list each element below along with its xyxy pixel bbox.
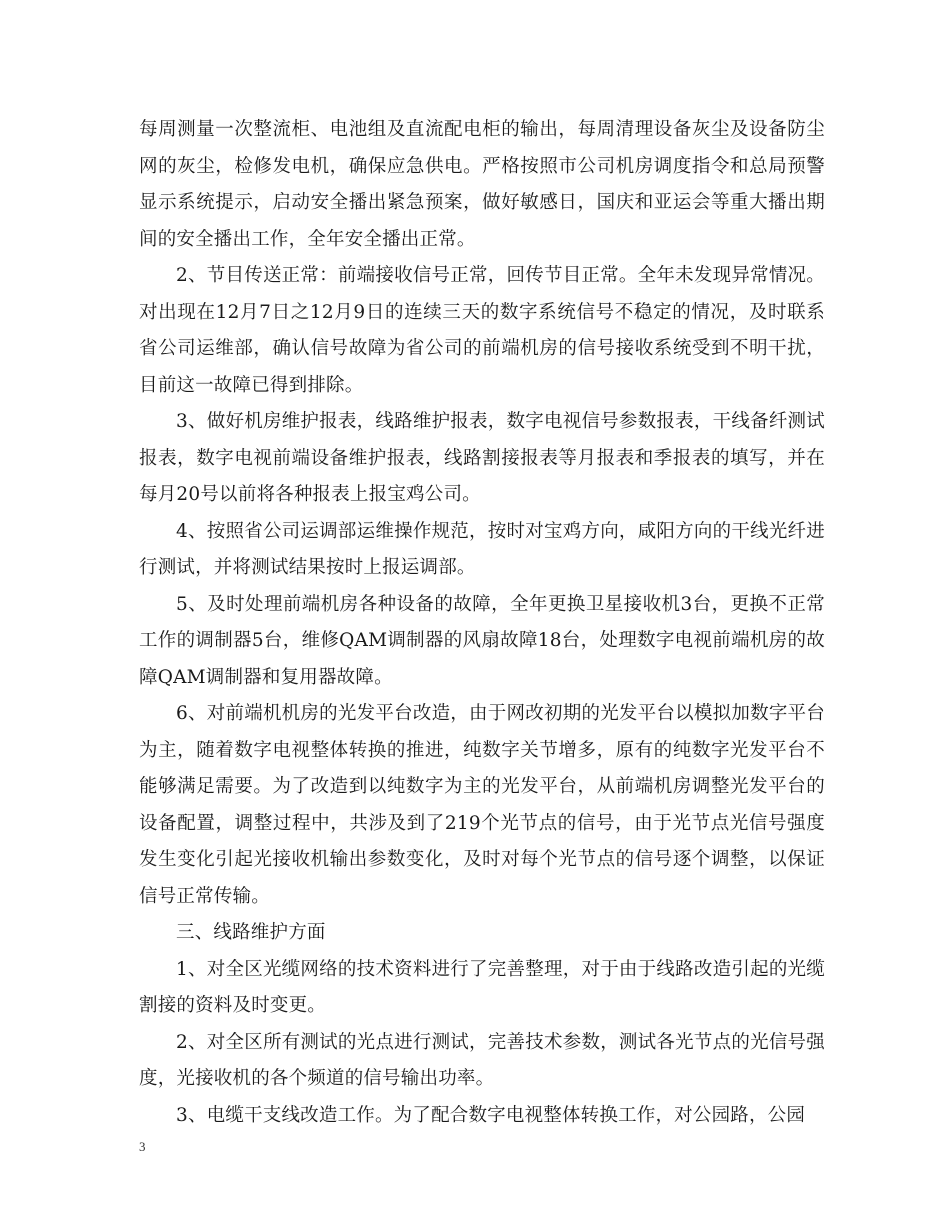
paragraph-item-2: 2、节目传送正常：前端接收信号正常，回传节目正常。全年未发现异常情况。对出现在12月7日之12月9日的连续三天的数字系统信号不稳定的情况，及时联系省公司运维部，确认信号故障为省公司的前端机房的信号接收系统受到不明干扰，目前这一故障已得到排除。 [139, 265, 825, 396]
paragraph-line-3: 3、电缆干支线改造工作。为了配合数字电视整体转换工作，对公园路，公园 [176, 1104, 806, 1126]
paragraph-item-4: 4、按照省公司运调部运维操作规范，按时对宝鸡方向，咸阳方向的干线光纤进行测试，并将测试结果按时上报运调部。 [139, 520, 825, 578]
paragraph-item-6: 6、对前端机机房的光发平台改造，由于网改初期的光发平台以模拟加数字平台为主，随着数字电视整体转换的推进，纯数字关节增多，原有的纯数字光发平台不能够满足需要。为了改造到以纯数字为主的光发平台，从前端机房调整光发平台的设备配置，调整过程中，共涉及到了219个光节点的信号，由于光节点光信号强度发生变化引起光接收机输出参数变化，及时对每个光节点的信号逐个调整，以保证信号正常传输。 [139, 703, 825, 907]
paragraph-line-1: 1、对全区光缆网络的技术资料进行了完善整理，对于由于线路改造引起的光缆割接的资料及时变更。 [139, 958, 825, 1016]
section-heading: 三、线路维护方面 [176, 922, 326, 943]
paragraph-line-2: 2、对全区所有测试的光点进行测试，完善技术参数，测试各光节点的光信号强度，光接收机的各个频道的信号输出功率。 [139, 1031, 825, 1089]
document-body [139, 112, 825, 1134]
paragraph-item-3: 3、做好机房维护报表，线路维护报表，数字电视信号参数报表，干线备纤测试报表，数字电视前端设备维护报表，线路割接报表等月报表和季报表的填写，并在每月20号以前将各种报表上报宝鸡公司。 [139, 411, 825, 505]
paragraph-continuation: 每周测量一次整流柜、电池组及直流配电柜的输出，每周清理设备灰尘及设备防尘网的灰尘，检修发电机，确保应急供电。严格按照市公司机房调度指令和总局预警显示系统提示，启动安全播出紧急预案，做好敏感日，国庆和亚运会等重大播出期间的安全播出工作，全年安全播出正常。 [139, 119, 825, 250]
page-number: 3 [139, 1139, 146, 1154]
paragraph-item-5: 5、及时处理前端机房各种设备的故障，全年更换卫星接收机3台，更换不正常工作的调制器5台，维修QAM调制器的风扇故障18台，处理数字电视前端机房的故障QAM调制器和复用器故障。 [139, 593, 825, 688]
